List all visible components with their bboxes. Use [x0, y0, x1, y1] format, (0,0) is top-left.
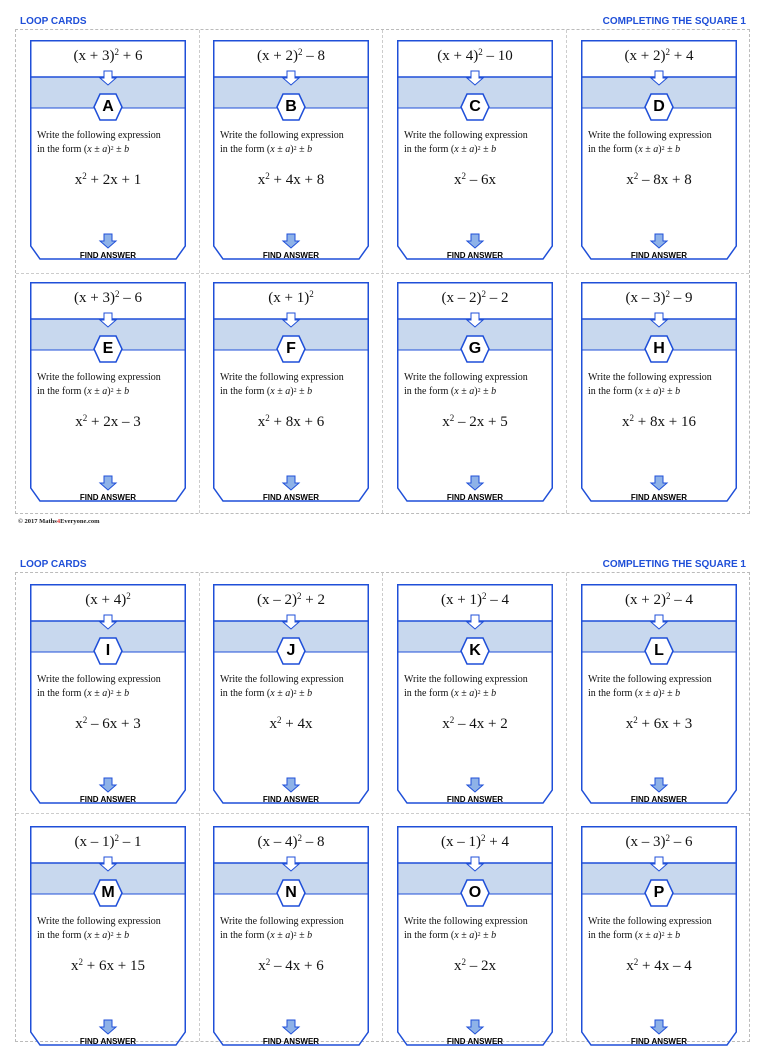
- find-answer-label: FIND ANSWER: [630, 795, 688, 804]
- loop-card: [581, 282, 737, 504]
- find-answer-label: FIND ANSWER: [446, 1037, 504, 1046]
- loop-card: [397, 282, 553, 504]
- find-answer-label: FIND ANSWER: [446, 493, 504, 502]
- card-letter: B: [285, 98, 297, 115]
- sheet-header: [20, 16, 746, 30]
- find-answer-label: FIND ANSWER: [79, 493, 137, 502]
- sheet-header: [20, 559, 746, 573]
- card-instruction: Write the following expression in the form $(x \pm a)^2 \pm b$: [220, 372, 344, 397]
- card-answer: (x – 4)$^2$ – 8: [257, 833, 325, 850]
- card-letter: P: [653, 884, 665, 901]
- card-answer: (x – 1)$^2$ + 4: [441, 833, 509, 850]
- card-question: $x^2 - 6x$: [454, 171, 496, 188]
- header-right: COMPLETING THE SQUARE 1: [602, 559, 746, 570]
- card-instruction: Write the following expression in the form $(x \pm a)^2 \pm b$: [37, 916, 161, 941]
- card-answer: (x – 2)$^2$ + 2: [257, 591, 325, 608]
- card-letter: H: [653, 340, 665, 357]
- card-letter: J: [286, 642, 296, 659]
- loop-card: [213, 40, 369, 262]
- find-answer-label: FIND ANSWER: [262, 1037, 320, 1046]
- card-instruction: Write the following expression in the form $(x \pm a)^2 \pm b$: [220, 674, 344, 699]
- card-answer: $(x + 1)^2$: [268, 289, 314, 306]
- loop-card: [30, 282, 186, 504]
- card-instruction: Write the following expression in the form $(x \pm a)^2 \pm b$: [404, 130, 528, 155]
- find-answer-label: FIND ANSWER: [630, 493, 688, 502]
- card-letter: F: [286, 340, 296, 357]
- card-question: $x^2 - 4x + 6$: [258, 957, 324, 974]
- header-right: COMPLETING THE SQUARE 1: [602, 16, 746, 27]
- card-answer: $(x + 1)^2 - 4$: [441, 591, 509, 608]
- card-instruction: Write the following expression in the form $(x \pm a)^2 \pm b$: [404, 916, 528, 941]
- loop-card: [213, 584, 369, 806]
- card-instruction: Write the following expression in the form $(x \pm a)^2 \pm b$: [220, 916, 344, 941]
- loop-card: [397, 40, 553, 262]
- find-answer-label: FIND ANSWER: [262, 251, 320, 260]
- header-left: LOOP CARDS: [20, 559, 87, 570]
- loop-card: [581, 584, 737, 806]
- card-answer: $(x + 3)^2 + 6$: [73, 47, 143, 64]
- card-letter: K: [469, 642, 481, 659]
- find-answer-label: FIND ANSWER: [446, 795, 504, 804]
- card-question: $x^2 + 4x$: [269, 715, 313, 732]
- find-answer-label: FIND ANSWER: [79, 795, 137, 804]
- card-question: $x^2 - 6x + 3$: [75, 715, 141, 732]
- loop-card: [213, 282, 369, 504]
- card-letter: N: [285, 884, 297, 901]
- card-letter: I: [105, 642, 111, 659]
- find-answer-label: FIND ANSWER: [262, 795, 320, 804]
- card-question: $x^2 + 2x - 3$: [75, 413, 141, 430]
- card-letter: E: [102, 340, 114, 357]
- loop-card: [30, 826, 186, 1048]
- loop-card: [30, 40, 186, 262]
- card-instruction: Write the following expression in the form $(x \pm a)^2 \pm b$: [588, 130, 712, 155]
- card-letter: L: [654, 642, 664, 659]
- card-instruction: Write the following expression in the form $(x \pm a)^2 \pm b$: [588, 674, 712, 699]
- find-answer-label: FIND ANSWER: [79, 251, 137, 260]
- loop-card: [397, 826, 553, 1048]
- card-answer: (x – 2)$^2$ – 2: [441, 289, 509, 306]
- card-letter: D: [653, 98, 665, 115]
- copyright: © 2017 Maths4Everyone.com: [18, 518, 100, 525]
- card-instruction: Write the following expression in the form $(x \pm a)^2 \pm b$: [588, 916, 712, 941]
- card-answer: $(x + 4)^2 - 10$: [437, 47, 513, 64]
- card-letter: M: [101, 884, 115, 901]
- card-instruction: Write the following expression in the form $(x \pm a)^2 \pm b$: [37, 372, 161, 397]
- find-answer-label: FIND ANSWER: [262, 493, 320, 502]
- card-question: $x^2 + 4x + 8$: [257, 171, 325, 188]
- card-answer: $(x + 4)^2$: [85, 591, 131, 608]
- card-question: $x^2 + 2x + 1$: [74, 171, 142, 188]
- card-letter: A: [102, 98, 114, 115]
- card-answer: (x – 1)$^2$ – 1: [74, 833, 142, 850]
- card-letter: C: [469, 98, 481, 115]
- card-question: $x^2 + 4x - 4$: [626, 957, 692, 974]
- card-instruction: Write the following expression in the form $(x \pm a)^2 \pm b$: [588, 372, 712, 397]
- card-letter: O: [468, 884, 482, 901]
- card-instruction: Write the following expression in the form $(x \pm a)^2 \pm b$: [37, 130, 161, 155]
- card-letter: G: [468, 340, 482, 357]
- find-answer-label: FIND ANSWER: [630, 251, 688, 260]
- loop-card: [213, 826, 369, 1048]
- loop-card: [581, 40, 737, 262]
- card-question: $x^2 - 2x$: [454, 957, 496, 974]
- card-answer: $(x + 2)^2 - 8$: [257, 47, 325, 64]
- card-instruction: Write the following expression in the form $(x \pm a)^2 \pm b$: [404, 674, 528, 699]
- find-answer-label: FIND ANSWER: [446, 251, 504, 260]
- loop-card: [581, 826, 737, 1048]
- card-instruction: Write the following expression in the form $(x \pm a)^2 \pm b$: [404, 372, 528, 397]
- find-answer-label: FIND ANSWER: [630, 1037, 688, 1046]
- card-instruction: Write the following expression in the form $(x \pm a)^2 \pm b$: [37, 674, 161, 699]
- header-left: LOOP CARDS: [20, 16, 87, 27]
- card-answer: $(x + 2)^2 - 4$: [625, 591, 693, 608]
- card-question: $x^2 - 2x + 5$: [442, 413, 508, 430]
- card-question: $x^2 - 8x + 8$: [626, 171, 692, 188]
- card-question: $x^2 + 8x + 6$: [257, 413, 325, 430]
- find-answer-label: FIND ANSWER: [79, 1037, 137, 1046]
- card-instruction: Write the following expression in the form $(x \pm a)^2 \pm b$: [220, 130, 344, 155]
- card-answer: $(x + 2)^2 + 4$: [624, 47, 694, 64]
- card-question: $x^2 - 4x + 2$: [442, 715, 508, 732]
- card-question: $x^2 + 8x + 16$: [622, 413, 696, 430]
- card-answer: (x – 3)$^2$ – 6: [625, 833, 693, 850]
- card-answer: $(x + 3)^2 - 6$: [74, 289, 142, 306]
- card-question: $x^2 + 6x + 15$: [71, 957, 145, 974]
- card-answer: (x – 3)$^2$ – 9: [625, 289, 693, 306]
- loop-card: [397, 584, 553, 806]
- loop-card: [30, 584, 186, 806]
- card-question: $x^2 + 6x + 3$: [625, 715, 693, 732]
